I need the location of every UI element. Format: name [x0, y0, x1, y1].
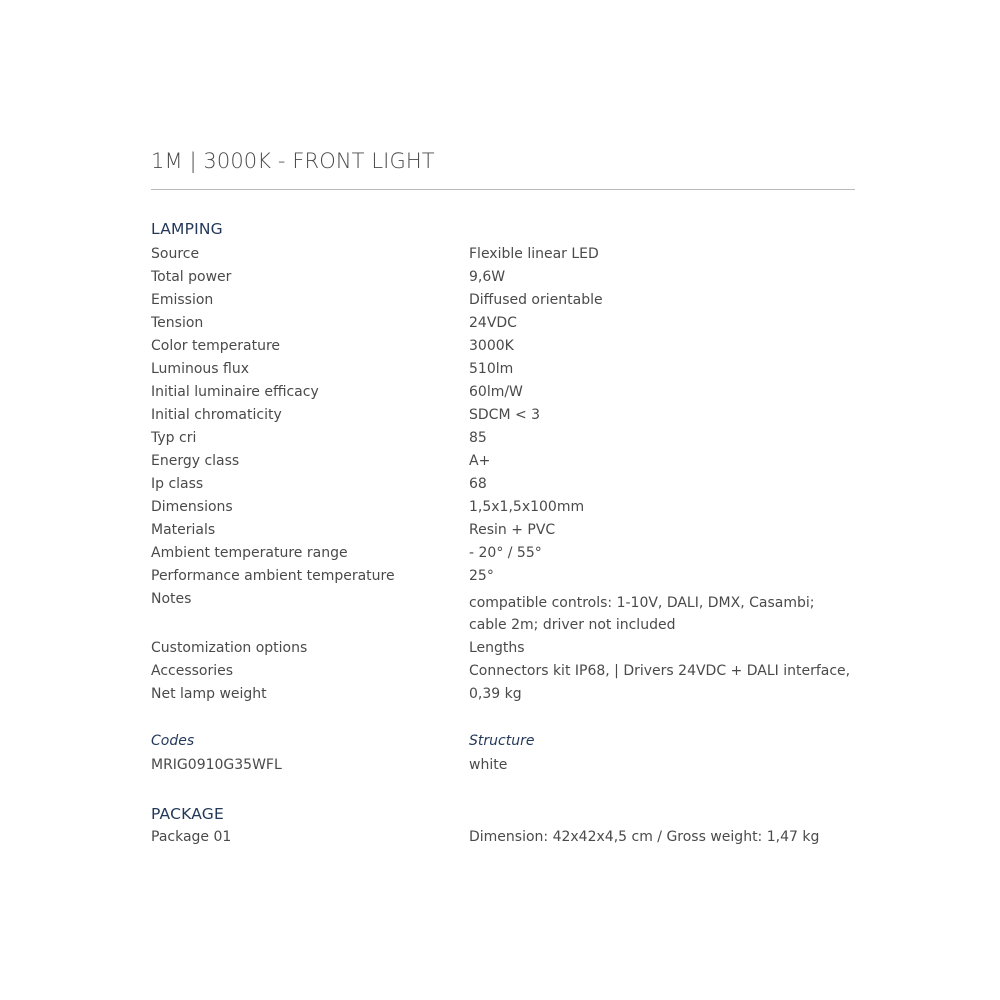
spec-value: 9,6W	[469, 269, 506, 285]
structure-value: white	[469, 757, 508, 773]
spec-label: Ip class	[151, 476, 204, 492]
product-code: MRIG0910G35WFL	[151, 757, 282, 773]
spec-label: Customization options	[151, 640, 308, 656]
spec-value: 510lm	[469, 361, 514, 377]
spec-label: Notes	[151, 591, 192, 607]
spec-value: SDCM < 3	[469, 407, 541, 423]
spec-label: Performance ambient temperature	[151, 568, 395, 584]
spec-value: Flexible linear LED	[469, 246, 599, 262]
spec-label: Accessories	[151, 663, 234, 679]
spec-label: Initial chromaticity	[151, 407, 282, 423]
spec-row-tension	[151, 312, 855, 335]
spec-row-materials	[151, 519, 855, 542]
spec-value: 25°	[469, 568, 494, 584]
spec-row-source	[151, 243, 855, 266]
spec-row-color-temperature	[151, 335, 855, 358]
spec-value: 60lm/W	[469, 384, 523, 400]
spec-value: 85	[469, 430, 487, 446]
spec-row-accessories	[151, 660, 855, 683]
spec-row-net-lamp-weight	[151, 683, 855, 706]
spec-value: Lengths	[469, 640, 525, 656]
spec-label: Dimensions	[151, 499, 233, 515]
package-label: Package 01	[151, 829, 232, 845]
spec-row-typ-cri	[151, 427, 855, 450]
spec-row-ip-class	[151, 473, 855, 496]
structure-heading: Structure	[469, 733, 535, 749]
spec-label: Initial luminaire efficacy	[151, 384, 319, 400]
spec-label: Net lamp weight	[151, 686, 267, 702]
spec-value: - 20° / 55°	[469, 545, 542, 561]
spec-row-energy-class	[151, 450, 855, 473]
codes-heading: Codes	[151, 733, 195, 749]
spec-label: Total power	[151, 269, 232, 285]
lamping-spec-list	[151, 243, 855, 706]
spec-row-luminous-flux	[151, 358, 855, 381]
spec-value: 3000K	[469, 338, 514, 354]
spec-row-chromaticity	[151, 404, 855, 427]
spec-label: Tension	[151, 315, 204, 331]
spec-row-customization-options	[151, 637, 855, 660]
page-title: 1M | 3000K - FRONT LIGHT	[151, 149, 435, 173]
spec-row-dimensions	[151, 496, 855, 519]
spec-label: Ambient temperature range	[151, 545, 348, 561]
spec-value: Connectors kit IP68, | Drivers 24VDC + DALI interface,	[469, 663, 851, 679]
spec-value: 1,5x1,5x100mm	[469, 499, 585, 515]
spec-label: Typ cri	[151, 430, 197, 446]
lamping-heading: LAMPING	[151, 220, 223, 238]
spec-value: compatible controls: 1-10V, DALI, DMX, Casambi; cable 2m; driver not included	[469, 595, 815, 633]
spec-value: A+	[469, 453, 491, 469]
spec-label: Energy class	[151, 453, 240, 469]
spec-value: 0,39 kg	[469, 686, 522, 702]
package-value: Dimension: 42x42x4,5 cm / Gross weight: 1,47 kg	[469, 829, 820, 845]
spec-value: Resin + PVC	[469, 522, 556, 538]
package-heading: PACKAGE	[151, 805, 224, 823]
spec-row-notes	[151, 588, 855, 636]
spec-label: Materials	[151, 522, 216, 538]
title-divider	[151, 189, 855, 190]
spec-value: 24VDC	[469, 315, 517, 331]
spec-row-ambient-temperature-range	[151, 542, 855, 565]
spec-value: 68	[469, 476, 487, 492]
spec-row-performance-ambient-temperature	[151, 565, 855, 588]
spec-label: Luminous flux	[151, 361, 249, 377]
spec-label: Source	[151, 246, 200, 262]
spec-label: Color temperature	[151, 338, 281, 354]
spec-row-efficacy	[151, 381, 855, 404]
spec-row-total-power	[151, 266, 855, 289]
spec-label: Emission	[151, 292, 214, 308]
spec-value: Diffused orientable	[469, 292, 603, 308]
spec-row-emission	[151, 289, 855, 312]
